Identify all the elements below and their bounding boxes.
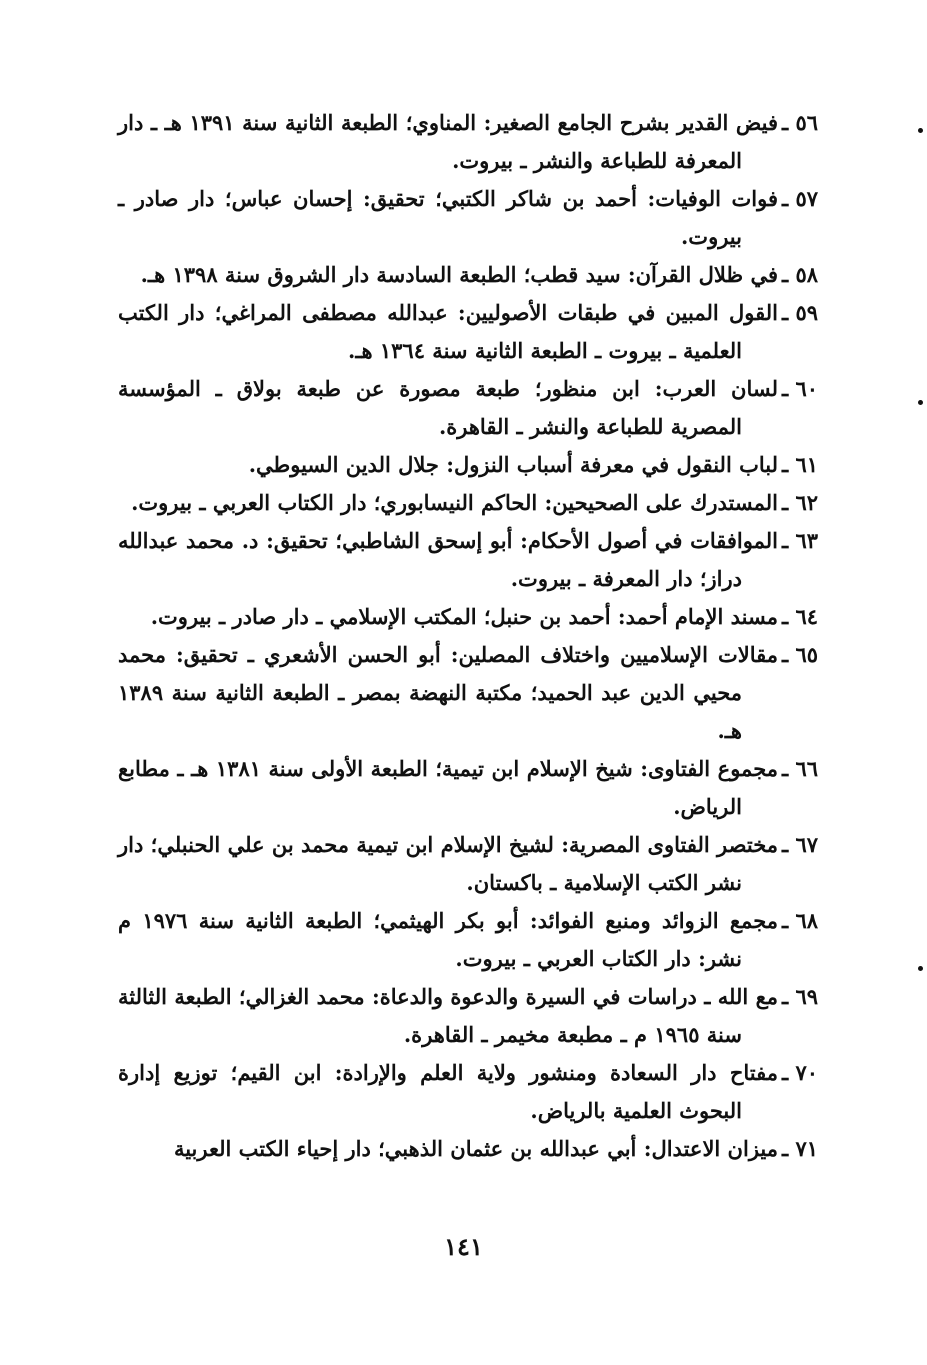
bibliography-entry	[118, 902, 818, 978]
entry-number: ٦٨ ـ	[781, 908, 818, 933]
bibliography-entry	[118, 1130, 818, 1168]
entry-number: ٦٦ ـ	[781, 756, 818, 781]
bibliography-entry	[118, 256, 818, 294]
bibliography-entry	[118, 522, 818, 598]
margin-mark	[918, 966, 923, 971]
entry-text: ميزان الاعتدال: أبي عبدالله بن عثمان الذهبي؛ دار إحياء الكتب العربية	[173, 1136, 778, 1161]
entry-number: ٧٠ ـ	[781, 1060, 818, 1085]
entry-text: الموافقات في أصول الأحكام: أبو إسحق الشاطبي؛ تحقيق: د. محمد عبدالله دراز؛ دار المعرفة ـ بيروت.	[118, 528, 778, 591]
entry-number: ٥٦ ـ	[781, 110, 818, 135]
bibliography-entry	[118, 104, 818, 180]
entry-number: ٦٩ ـ	[781, 984, 818, 1009]
entry-text: المستدرك على الصحيحين: الحاكم النيسابوري؛ دار الكتاب العربي ـ بيروت.	[131, 490, 778, 515]
entry-text: مسند الإمام أحمد: أحمد بن حنبل؛ المكتب الإسلامي ـ دار صادر ـ بيروت.	[150, 604, 778, 629]
entry-text: مختصر الفتاوى المصرية: لشيخ الإسلام ابن تيمية محمد بن علي الحنبلي؛ دار نشر الكتب الإسلامية ـ باكستان.	[118, 832, 778, 895]
bibliography-entry	[118, 446, 818, 484]
bibliography-entry	[118, 370, 818, 446]
bibliography-entry	[118, 750, 818, 826]
entry-text: مجمع الزوائد ومنبع الفوائد: أبو بكر الهيثمي؛ الطبعة الثانية سنة ١٩٧٦ م نشر: دار الكتاب العربي ـ بيروت.	[118, 908, 778, 971]
entry-text: لسان العرب: ابن منظور؛ طبعة مصورة عن طبعة بولاق ـ المؤسسة المصرية للطباعة والنشر ـ القاهرة.	[118, 376, 778, 439]
entry-number: ٦٢ ـ	[781, 490, 818, 515]
entry-text: القول المبين في طبقات الأصوليين: عبدالله مصطفى المراغي؛ دار الكتب العلمية ـ بيروت ـ الطبعة الثانية سنة ١٣٦٤ هـ.	[118, 300, 778, 363]
entry-text: مع الله ـ دراسات في السيرة والدعوة والدعاة: محمد الغزالي؛ الطبعة الثالثة سنة ١٩٦٥ م ـ مطبعة مخيمر ـ القاهرة.	[118, 984, 778, 1047]
bibliography-entry	[118, 636, 818, 750]
entry-text: مفتاح دار السعادة ومنشور ولاية العلم والإرادة: ابن القيم؛ توزيع إدارة البحوث العلمية بالرياض.	[118, 1060, 778, 1123]
bibliography-entry	[118, 1054, 818, 1130]
entry-text: مقالات الإسلاميين واختلاف المصلين: أبو الحسن الأشعري ـ تحقيق: محمد محيي الدين عبد الحميد؛ مكتبة النهضة بمصر ـ الطبعة الثانية سنة ١٣٨٩ هـ.	[118, 642, 778, 743]
bibliography-entry	[118, 294, 818, 370]
entry-number: ٦٠ ـ	[781, 376, 818, 401]
entry-number: ٥٩ ـ	[781, 300, 818, 325]
entry-number: ٥٧ ـ	[781, 186, 818, 211]
entry-number: ٦٤ ـ	[781, 604, 818, 629]
entry-text: فوات الوفيات: أحمد بن شاكر الكتبي؛ تحقيق: إحسان عباس؛ دار صادر ـ بيروت.	[118, 186, 778, 249]
bibliography-entry	[118, 826, 818, 902]
entry-text: لباب النقول في معرفة أسباب النزول: جلال الدين السيوطي.	[248, 452, 778, 477]
entry-number: ٦١ ـ	[781, 452, 818, 477]
bibliography-entry	[118, 180, 818, 256]
margin-mark	[918, 400, 923, 405]
bibliography-list	[118, 104, 818, 1168]
entry-number: ٦٧ ـ	[781, 832, 818, 857]
bibliography-entry	[118, 978, 818, 1054]
margin-mark	[918, 128, 923, 133]
entry-number: ٦٣ ـ	[781, 528, 818, 553]
bibliography-entry	[118, 484, 818, 522]
entry-number: ٥٨ ـ	[781, 262, 818, 287]
entry-text: مجموع الفتاوى: شيخ الإسلام ابن تيمية؛ الطبعة الأولى سنة ١٣٨١ هـ ـ مطابع الرياض.	[118, 756, 778, 819]
page-number: ١٤١	[444, 1232, 483, 1261]
entry-number: ٧١ ـ	[781, 1136, 818, 1161]
entry-text: فيض القدير بشرح الجامع الصغير: المناوي؛ الطبعة الثانية سنة ١٣٩١ هـ ـ دار المعرفة للطباعة والنشر ـ بيروت.	[118, 110, 778, 173]
bibliography-entry	[118, 598, 818, 636]
entry-text: في ظلال القرآن: سيد قطب؛ الطبعة السادسة دار الشروق سنة ١٣٩٨ هـ.	[140, 262, 778, 287]
entry-number: ٦٥ ـ	[781, 642, 818, 667]
